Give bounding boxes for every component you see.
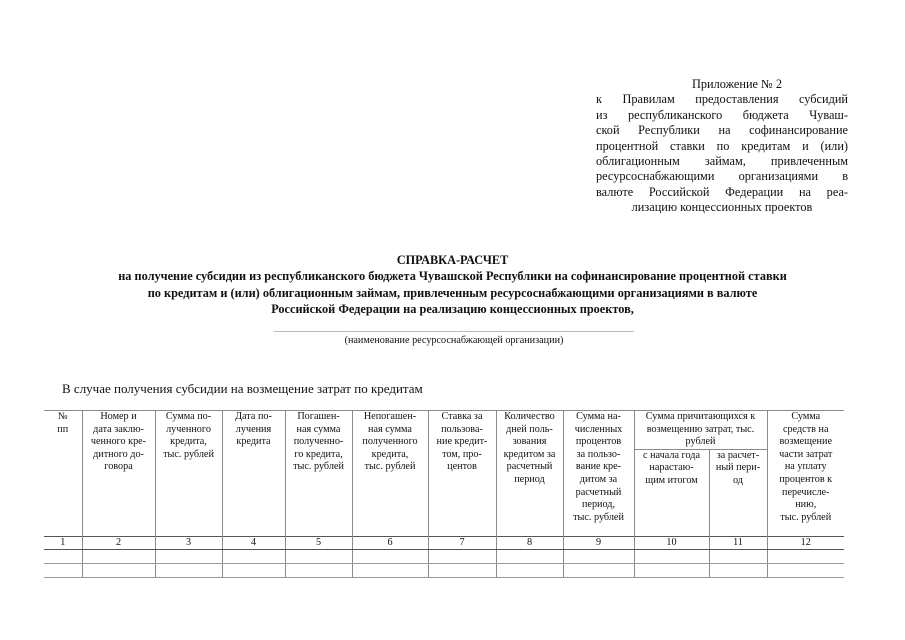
table-cell[interactable] (709, 549, 767, 563)
header-text-line: средств на (783, 423, 829, 435)
header-text-line: Сумма (791, 411, 821, 422)
header-text-line: вание кре- (575, 461, 622, 473)
column-number: 10 (634, 536, 709, 549)
section-heading: В случае получения субсидии на возмещение затрат по кредитам (62, 381, 423, 396)
column-header-4 (222, 411, 285, 537)
document-subtitle-line: по кредитам и (или) облигационным займам, привлеченным ресурсоснабжающими организациями в валюте (147, 285, 758, 300)
table-row (44, 549, 844, 563)
header-text-line: дней поль- (506, 423, 553, 435)
header-text-line: за пользо- (576, 448, 621, 460)
table-cell[interactable] (44, 563, 82, 577)
header-text-line: Номер и (100, 411, 137, 422)
appendix-block (596, 77, 848, 216)
table-cell[interactable] (82, 549, 155, 563)
header-text-line: полученного (362, 436, 418, 448)
header-text-line: процентов к (779, 473, 833, 485)
column-header-12 (767, 411, 844, 537)
header-text-line: Дата по- (235, 411, 272, 422)
header-text-line: тыс. рублей (780, 511, 832, 523)
header-text-line: пользова- (441, 423, 483, 435)
header-text-line: части затрат (779, 448, 833, 460)
header-text-line: расчетный (506, 461, 553, 473)
appendix-line: из республиканского бюджета Чуваш- (596, 107, 848, 122)
table-cell[interactable] (352, 549, 428, 563)
table-header-row (44, 411, 844, 450)
document-title-block (40, 252, 865, 318)
header-text-line: за расчет- (716, 449, 760, 461)
table-row (44, 563, 844, 577)
document-title: СПРАВКА-РАСЧЕТ (396, 253, 509, 267)
organization-name-line (274, 331, 634, 332)
table-cell[interactable] (563, 563, 634, 577)
header-text-line: лученного (166, 423, 211, 435)
column-header-2 (82, 411, 155, 537)
appendix-line: процентной ставки по кредитам и (или) (596, 138, 848, 153)
header-text-line: нию, (795, 499, 817, 511)
column-number: 5 (285, 536, 352, 549)
column-header-1 (44, 411, 82, 537)
column-header-5 (285, 411, 352, 537)
header-text-line: перечисле- (782, 486, 830, 498)
table-cell[interactable] (44, 549, 82, 563)
header-text-line: ние кредит- (436, 436, 488, 448)
header-text-line: щим итогом (645, 474, 698, 486)
table-cell[interactable] (82, 563, 155, 577)
document-subtitle-line: на получение субсидии из республиканского бюджета Чувашской Республики на софинансирование процентной ставки (118, 269, 787, 284)
column-number: 3 (155, 536, 222, 549)
header-text-line: с начала года (643, 449, 700, 461)
appendix-line: ресурсоснабжающими организациями в (596, 169, 848, 184)
header-text-line: том, про- (442, 448, 482, 460)
appendix-line: к Правилам предоставления субсидий (596, 92, 848, 107)
header-text-line: тыс. рублей (163, 448, 214, 460)
appendix-text (596, 92, 848, 215)
column-number: 1 (44, 536, 82, 549)
table-cell[interactable] (634, 563, 709, 577)
appendix-line: ской Республики на софинансирование (596, 123, 848, 138)
header-text-line: расчетный (575, 486, 622, 498)
table-cell[interactable] (155, 549, 222, 563)
header-text-line: го кредита, (294, 448, 343, 460)
header-text-line: кредита, (371, 448, 409, 460)
table-cell[interactable] (496, 563, 563, 577)
column-header-10 (634, 449, 709, 536)
table-cell[interactable] (496, 549, 563, 563)
header-text-line: Непогашен- (363, 411, 417, 422)
header-text-line: период (514, 473, 545, 485)
header-text-line: дитом за (579, 473, 618, 485)
column-header-9 (563, 411, 634, 537)
table-cell[interactable] (352, 563, 428, 577)
header-text-line: тыс. рублей (293, 461, 344, 473)
table-cell[interactable] (563, 549, 634, 563)
column-number: 8 (496, 536, 563, 549)
table-cell[interactable] (428, 549, 496, 563)
table-cell[interactable] (428, 563, 496, 577)
table-cell[interactable] (222, 563, 285, 577)
table-cell[interactable] (155, 563, 222, 577)
header-text-line: од (733, 474, 743, 486)
table-cell[interactable] (767, 549, 844, 563)
header-text-line: тыс. рублей (364, 461, 416, 473)
header-text-line: Количество (504, 411, 555, 422)
header-text-line: возмещение (779, 436, 832, 448)
table-cell[interactable] (767, 563, 844, 577)
header-text-line: говора (104, 461, 133, 473)
table-cell[interactable] (634, 549, 709, 563)
table-cell[interactable] (285, 549, 352, 563)
column-number: 2 (82, 536, 155, 549)
header-text-line: период, (581, 499, 616, 511)
header-text-line: дитного до- (93, 448, 144, 460)
header-text-line: нарастаю- (649, 462, 694, 474)
header-text-line: тыс. рублей (573, 511, 624, 523)
column-number: 9 (563, 536, 634, 549)
column-number-row (44, 536, 844, 549)
header-text-line: пп (57, 423, 69, 435)
column-header-11 (709, 449, 767, 536)
column-header-3 (155, 411, 222, 537)
column-number: 6 (352, 536, 428, 549)
header-text-line: Погашен- (297, 411, 340, 422)
column-number: 12 (767, 536, 844, 549)
calculation-table-wrap (44, 410, 844, 578)
header-text-line: на уплату (784, 461, 827, 473)
header-text-line: № (57, 411, 68, 422)
calculation-table (44, 410, 844, 578)
table-cell[interactable] (285, 563, 352, 577)
header-text-line: зования (512, 436, 547, 448)
appendix-line: валюте Российской Федерации на реа- (596, 184, 848, 199)
header-text-line: ченного кре- (90, 436, 147, 448)
header-text-line: кредитом за (503, 448, 556, 460)
column-header-8 (496, 411, 563, 537)
header-text-line: процентов (575, 436, 622, 448)
header-text-line: численных (574, 423, 623, 435)
header-text-line: Сумма по- (165, 411, 212, 422)
header-text-line: Сумма на- (576, 411, 621, 422)
header-text-line: Ставка за (441, 411, 483, 422)
document-subtitle-line: Российской Федерации на реализацию концессионных проектов, (271, 302, 634, 317)
column-header-7 (428, 411, 496, 537)
header-text-line: центов (447, 461, 477, 473)
header-text-line: ный пери- (715, 462, 761, 474)
appendix-line: лизацию концессионных проектов (631, 200, 813, 215)
organization-caption: (наименование ресурсоснабжающей организации) (344, 335, 564, 346)
header-text-line: рублей (685, 436, 716, 448)
table-cell[interactable] (222, 549, 285, 563)
column-number: 4 (222, 536, 285, 549)
header-text-line: полученно- (293, 436, 344, 448)
header-text-line: лучения (235, 423, 272, 435)
table-cell[interactable] (709, 563, 767, 577)
header-text-line: возмещению затрат, тыс. (646, 423, 755, 435)
appendix-title: Приложение № 2 (691, 77, 783, 91)
header-text-line: кредита, (170, 436, 207, 448)
header-text-line: Сумма причитающихся к (645, 411, 756, 422)
appendix-line: облигационным займам, привлеченным (596, 154, 848, 169)
group-header (634, 411, 767, 450)
header-text-line: кредита (236, 436, 271, 448)
header-text-line: ная сумма (368, 423, 412, 435)
column-number: 11 (709, 536, 767, 549)
header-text-line: дата заклю- (93, 423, 144, 435)
header-text-line: ная сумма (296, 423, 341, 435)
column-number: 7 (428, 536, 496, 549)
column-header-6 (352, 411, 428, 537)
